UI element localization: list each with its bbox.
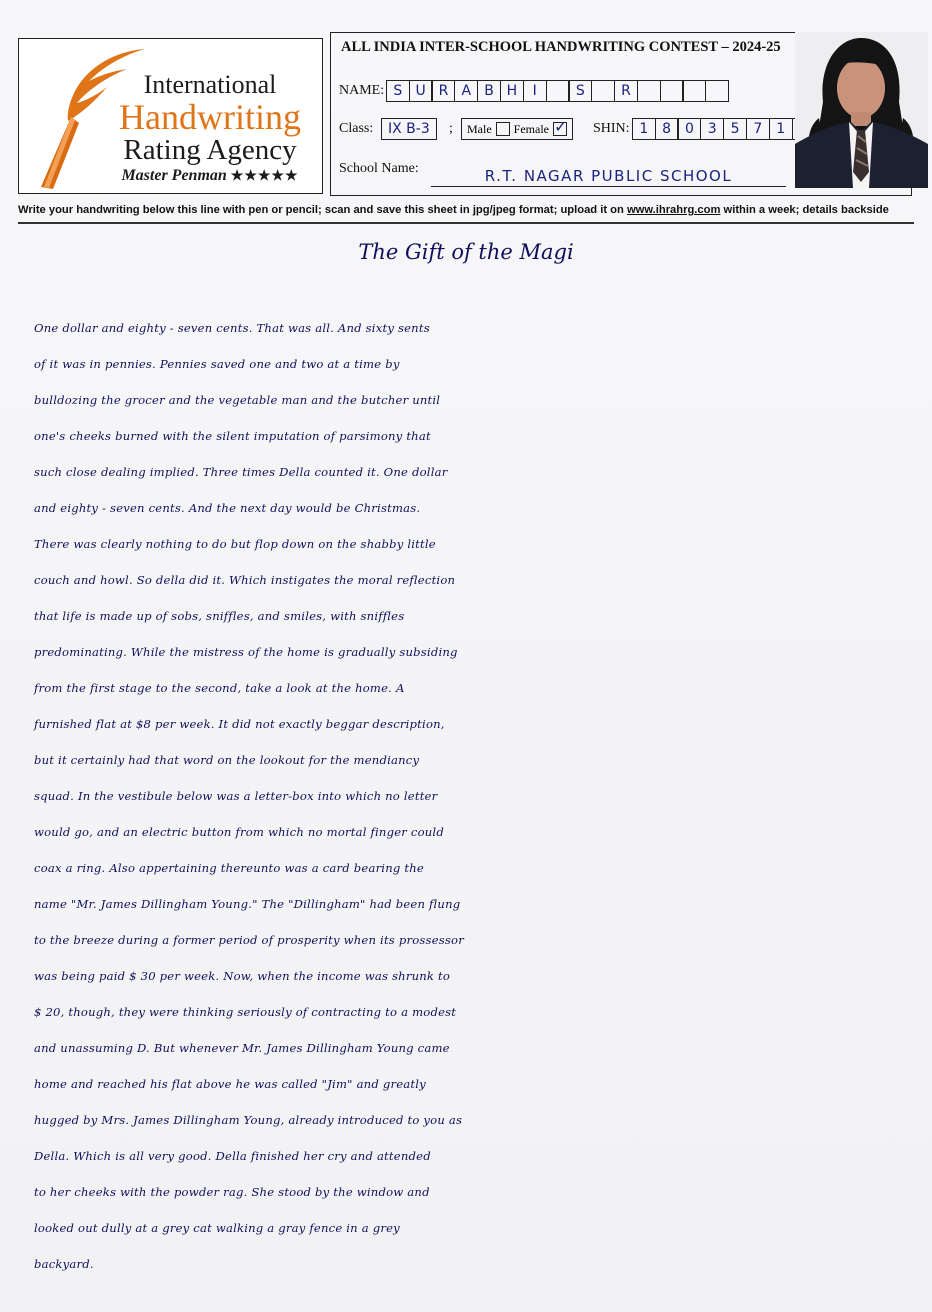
essay-line: to her cheeks with the powder rag. She stood by the window and xyxy=(34,1185,430,1199)
essay-line: There was clearly nothing to do but flop down on the shabby little xyxy=(34,537,436,551)
essay-line: squad. In the vestibule below was a letter-box into which no letter xyxy=(34,789,438,803)
essay-line: backyard. xyxy=(34,1257,94,1271)
essay-line: Della. Which is all very good. Della finished her cry and attended xyxy=(34,1149,431,1163)
essay-body xyxy=(34,310,914,1282)
name-cell: S xyxy=(568,80,592,102)
name-cell xyxy=(591,80,615,102)
essay-line: couch and howl. So della did it. Which instigates the moral reflection xyxy=(34,573,456,587)
shin-cell: 0 xyxy=(677,118,701,140)
essay-line: looked out dully at a grey cat walking a gray fence in a grey xyxy=(34,1221,400,1235)
shin-cell: 7 xyxy=(746,118,770,140)
class-label: Class: xyxy=(339,121,374,136)
essay-line: of it was in pennies. Pennies saved one and two at a time by xyxy=(34,357,400,371)
name-cell xyxy=(660,80,684,102)
name-cell: S xyxy=(386,80,410,102)
class-separator: ; xyxy=(449,121,453,136)
essay-line: furnished flat at $8 per week. It did not exactly beggar description, xyxy=(34,717,445,731)
contest-title: ALL INDIA INTER-SCHOOL HANDWRITING CONTEST – 2024-25 xyxy=(341,39,781,55)
essay-line: and unassuming D. But whenever Mr. James Dillingham Young came xyxy=(34,1041,450,1055)
essay-line: and eighty - seven cents. And the next day would be Christmas. xyxy=(34,501,421,515)
essay-line: that life is made up of sobs, sniffles, and smiles, with sniffles xyxy=(34,609,405,623)
essay-line: $ 20, though, they were thinking seriously of contracting to a modest xyxy=(34,1005,457,1019)
class-field[interactable]: IX B-3 xyxy=(381,118,437,140)
school-name-field[interactable]: R.T. NAGAR PUBLIC SCHOOL xyxy=(431,167,786,187)
instruction-after: within a week; details backside xyxy=(720,204,889,216)
website-link[interactable]: www.ihrahrg.com xyxy=(626,204,721,216)
logo-line-master-penman xyxy=(97,167,323,185)
name-cell xyxy=(637,80,661,102)
master-penman-text: Master Penman xyxy=(121,167,227,184)
logo-line-rating-agency: Rating Agency xyxy=(123,134,297,166)
student-photo xyxy=(795,32,928,188)
shin-cell: 1 xyxy=(632,118,656,140)
school-name-label: School Name: xyxy=(339,161,419,176)
essay-line: home and reached his flat above he was called "Jim" and greatly xyxy=(34,1077,426,1091)
female-label: Female xyxy=(513,121,549,136)
instruction-before: Write your handwriting below this line with pen or pencil; scan and save this sheet in jpg/jpeg format; upload it on xyxy=(18,204,627,216)
essay-line: hugged by Mrs. James Dillingham Young, already introduced to you as xyxy=(34,1113,463,1127)
name-cell xyxy=(546,80,570,102)
male-label: Male xyxy=(467,121,492,136)
writing-start-line xyxy=(18,222,914,224)
essay-line: but it certainly had that word on the lookout for the mendiancy xyxy=(34,753,420,767)
shin-cell: 5 xyxy=(723,118,747,140)
male-checkbox[interactable] xyxy=(496,122,510,136)
essay-title: The Gift of the Magi xyxy=(358,240,574,264)
instruction-text xyxy=(18,204,914,216)
logo-line-international: International xyxy=(143,70,277,99)
shin-cell: 3 xyxy=(700,118,724,140)
name-cell: R xyxy=(431,80,455,102)
essay-line: would go, and an electric button from which no mortal finger could xyxy=(34,825,444,839)
essay-line: one's cheeks burned with the silent imputation of parsimony that xyxy=(34,429,431,443)
essay-line: to the breeze during a former period of prosperity when its prossessor xyxy=(34,933,464,947)
name-cell: I xyxy=(523,80,547,102)
name-cell: H xyxy=(500,80,524,102)
essay-line: bulldozing the grocer and the vegetable man and the butcher until xyxy=(34,393,441,407)
shin-cell: 1 xyxy=(769,118,793,140)
name-cell xyxy=(705,80,729,102)
gender-field xyxy=(461,118,573,140)
essay-line: predominating. While the mistress of the home is gradually subsiding xyxy=(34,645,458,659)
name-cell: A xyxy=(454,80,478,102)
shin-cell: 8 xyxy=(655,118,679,140)
essay-line: name "Mr. James Dillingham Young." The "Dillingham" had been flung xyxy=(34,897,461,911)
name-label: NAME: xyxy=(339,83,385,98)
essay-line: One dollar and eighty - seven cents. That was all. And sixty sents xyxy=(34,321,430,335)
name-field[interactable] xyxy=(387,80,729,102)
shin-label: SHIN: xyxy=(593,121,630,136)
essay-line: coax a ring. Also appertaining thereunto was a card bearing the xyxy=(34,861,424,875)
female-checkbox[interactable] xyxy=(553,122,567,136)
agency-logo xyxy=(18,38,323,194)
name-cell: R xyxy=(614,80,638,102)
student-portrait-icon xyxy=(795,32,928,188)
name-cell: B xyxy=(477,80,501,102)
name-cell: U xyxy=(409,80,433,102)
essay-line: was being paid $ 30 per week. Now, when the income was shrunk to xyxy=(34,969,451,983)
essay-line: such close dealing implied. Three times Della counted it. One dollar xyxy=(34,465,448,479)
shin-field[interactable] xyxy=(633,118,816,140)
logo-text xyxy=(97,71,323,185)
essay-line: from the first stage to the second, take a look at the home. A xyxy=(34,681,405,695)
rating-stars: ★★★★★ xyxy=(230,169,299,184)
logo-line-handwriting: Handwriting xyxy=(119,97,301,137)
name-cell xyxy=(682,80,706,102)
